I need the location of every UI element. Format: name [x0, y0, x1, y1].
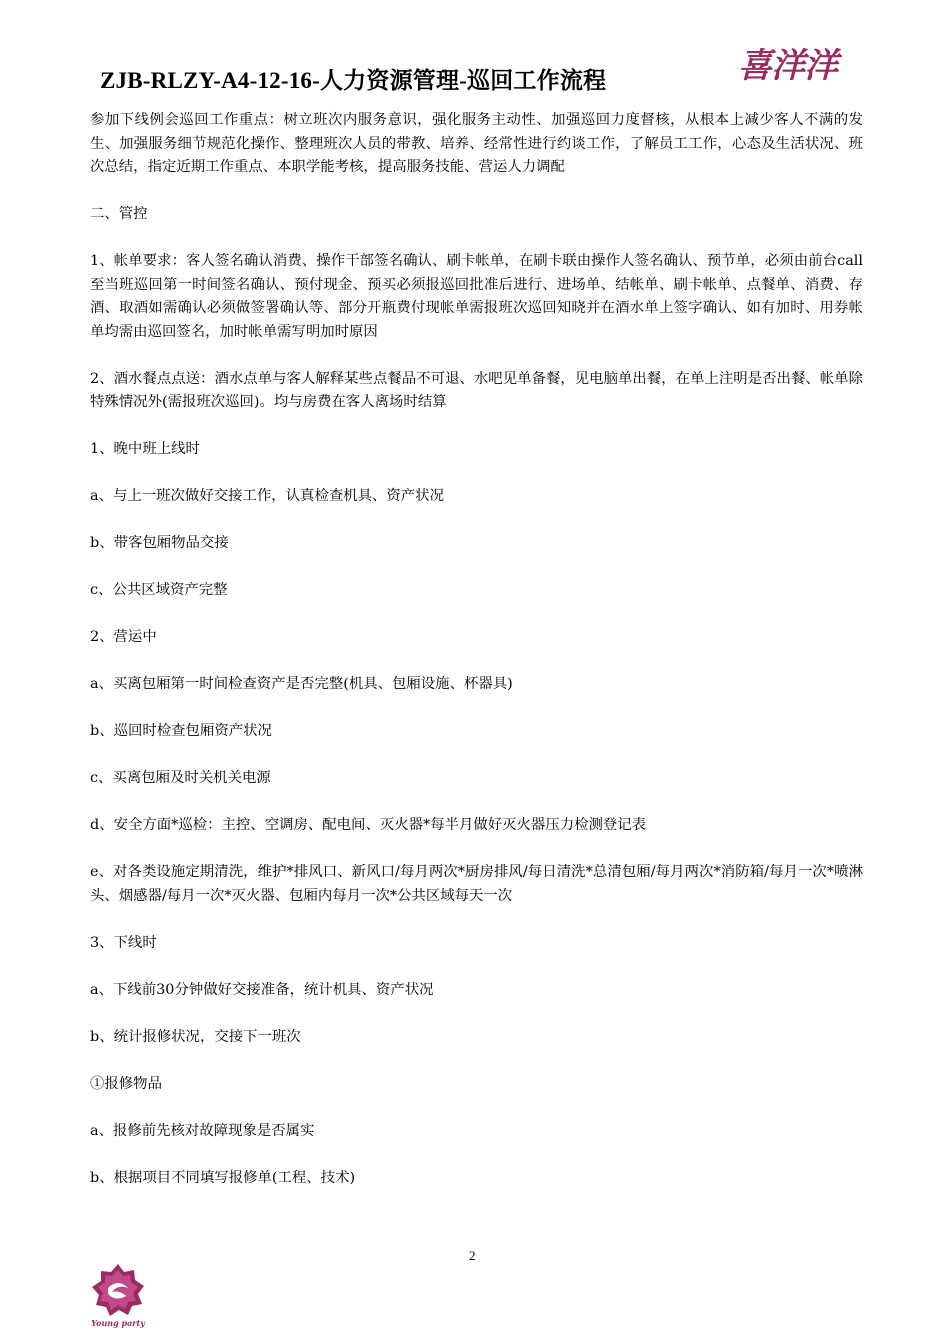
document-title: ZJB-RLZY-A4-12-16-人力资源管理-巡回工作流程	[100, 68, 607, 93]
young-party-logo-icon	[88, 1262, 148, 1330]
list-item: a、买离包厢第一时间检查资产是否完整(机具、包厢设施、杯器具)	[90, 676, 513, 692]
list-item: c、买离包厢及时关机关电源	[90, 770, 271, 786]
logo-caption: Young party	[91, 1318, 145, 1328]
list-item: c、公共区域资产完整	[90, 582, 228, 598]
paragraph: 2、酒水餐点点送：酒水点单与客人解释某些点餐品不可退、水吧见单备餐，见电脑单出餐，在单上注明是否出餐、帐单除特殊情况外(需报班次巡回)。均与房费在客人离场时结算	[90, 370, 863, 410]
list-item: d、安全方面*巡检：主控、空调房、配电间、灭火器*每半月做好灭火器压力检测登记表	[90, 817, 647, 833]
list-item: b、带客包厢物品交接	[90, 535, 229, 551]
subheading: 3、下线时	[90, 934, 157, 951]
document-body	[90, 109, 863, 1214]
paragraph: 1、帐单要求：客人签名确认消费、操作干部签名确认、刷卡帐单，在刷卡联由操作人签名确认、预节单，必须由前台call至当班巡回第一时间签名确认、预付现金、预买必须报巡回批准后进行、进场单、结帐单、刷卡帐单、点餐单、消费、存酒、取酒如需确认必须做签署确认等、部分开瓶费付现帐单需报班次巡回知晓并在酒水单上签字确认、如有加时、用券帐单均需由巡回签名，加时帐单需写明加时原因	[90, 253, 863, 340]
list-item: b、统计报修状况，交接下一班次	[90, 1028, 301, 1045]
list-item: a、报修前先核对故障现象是否属实	[90, 1122, 315, 1139]
subheading: ①报修物品	[90, 1075, 162, 1092]
list-item: a、下线前30分钟做好交接准备，统计机具、资产状况	[90, 981, 434, 998]
section-heading: 二、管控	[90, 206, 148, 222]
list-item: b、巡回时检查包厢资产状况	[90, 723, 272, 739]
list-item: b、根据项目不同填写报修单(工程、技术)	[90, 1169, 356, 1186]
brand-logo: 喜洋洋	[738, 46, 837, 86]
page-number: 2	[469, 1248, 476, 1263]
paragraph: 参加下线例会巡回工作重点：树立班次内服务意识，强化服务主动性、加强巡回力度督核，从根本上减少客人不满的发生、加强服务细节规范化操作、整理班次人员的带教、培养、经常性进行约谈工作，了解员工工作，心态及生活状况、班次总结，指定近期工作重点、本职学能考核，提高服务技能、营运人力调配	[90, 112, 863, 175]
subheading: 2、营运中	[90, 629, 157, 645]
subheading: 1、晚中班上线时	[90, 441, 200, 457]
list-item: e、对各类设施定期清洗，维护*排风口、新风口/每月两次*厨房排风/每日清洗*总清包厢/每月两次*消防箱/每月一次*喷淋头、烟感器/每月一次*灭火器、包厢内每月一次*公共区域每天一次	[90, 864, 863, 904]
list-item: a、与上一班次做好交接工作，认真检查机具、资产状况	[90, 488, 444, 504]
